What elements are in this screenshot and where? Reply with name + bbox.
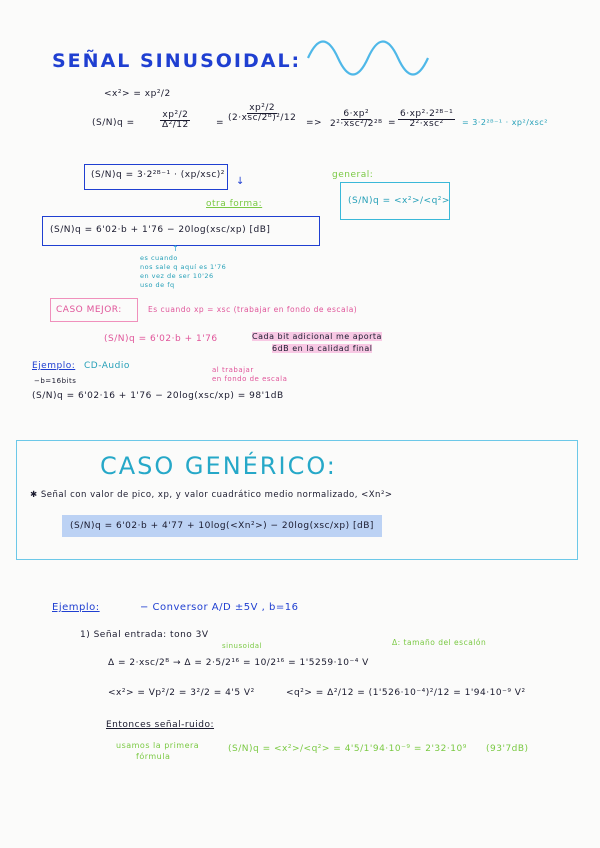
- q2-eq: <q²> = Δ²/12 = (1'526·10⁻⁴)²/12 = 1'94·10⁻⁹ V²: [286, 688, 526, 698]
- snr-fraction-1: $\frac{\text{xp²/2}}{\text{Δ²/12}}$: [162, 110, 189, 131]
- caso-mejor-text: Es cuando xp = xsc (trabajar en fondo de escala): [148, 305, 358, 314]
- title-senal-sinusoidal: SEÑAL SINUSOIDAL:: [52, 50, 302, 72]
- item-senal-entrada: 1) Señal entrada: tono 3V: [80, 630, 209, 640]
- final-db: (93'7dB): [486, 744, 529, 754]
- caso-mejor-note-1: Cada bit adicional me aporta: [252, 332, 382, 341]
- ejemplo-cd-note: al trabajar en fondo de escala: [212, 366, 288, 383]
- sine-wave-drawing: [306, 40, 432, 76]
- ejemplo-cd-bits: −b=16bits: [34, 377, 77, 385]
- ejemplo-ad-text: − Conversor A/D ±5V , b=16: [140, 602, 299, 613]
- x2-eq: <x²> = Vp²/2 = 3²/2 = 4'5 V²: [108, 688, 255, 698]
- delta-note: Δ: tamaño del escalón: [392, 638, 487, 647]
- snr-fraction-3: $\frac{\text{6·xp²}}{\text{2²·xsc²/2²ᴮ}}$: [330, 109, 383, 130]
- otra-forma-label: otra forma:: [206, 199, 263, 209]
- caso-mejor-eq: (S/N)q = 6'02·b + 1'76: [104, 334, 218, 344]
- delta-eq: Δ = 2·xsc/2ᴮ → Δ = 2·5/2¹⁶ = 10/2¹⁶ = 1'5259·10⁻⁴ V: [108, 658, 369, 668]
- final-eq: (S/N)q = <x²>/<q²> = 4'5/1'94·10⁻⁹ = 2'32·10⁹: [228, 744, 467, 754]
- snr-lhs: (S/N)q =: [92, 118, 135, 128]
- caso-generico-eq: (S/N)q = 6'02·b + 4'77 + 10log(<Xn²>) − 20log(xsc/xp) [dB]: [62, 515, 382, 537]
- caso-generico-title: CASO GENÉRICO:: [100, 452, 337, 480]
- arrow-down-icon: ↓: [236, 176, 245, 187]
- caso-mejor-note-2: 6dB en la calidad final: [272, 344, 373, 353]
- box-snr-formula-db-text: (S/N)q = 6'02·b + 1'76 − 20log(xsc/xp) [dB]: [50, 225, 271, 235]
- snr-fraction-2: $\frac{\text{xp²/2}}{\text{(2·xsc/2ᴮ)²/12}}$: [228, 103, 297, 124]
- arrow-up-icon: ↑: [172, 244, 179, 253]
- eq-x2-avg: <x²> = xp²/2: [104, 89, 171, 99]
- final-note: usamos la primera fórmula: [116, 741, 200, 761]
- ejemplo-cd-title: CD-Audio: [84, 361, 130, 371]
- snr-result: = 3·2²ᴮ⁻¹ · xp²/xsc²: [462, 118, 548, 127]
- sinusoidal-label: sinusoidal: [222, 642, 263, 650]
- ejemplo-ad-label: Ejemplo:: [52, 602, 100, 613]
- ejemplo-cd-eq: (S/N)q = 6'02·16 + 1'76 − 20log(xsc/xp) = 98'1dB: [32, 391, 284, 401]
- box-snr-formula-1-text: (S/N)q = 3·2²ᴮ⁻¹ · (xp/xsc)²: [91, 170, 225, 180]
- snr-fraction-4: $\frac{\text{6·xp²·2²ᴮ⁻¹}}{\text{2²·xsc²}}$: [400, 109, 454, 130]
- box-snr-general-text: (S/N)q = <x²>/<q²>: [348, 196, 450, 206]
- ejemplo-cd-label: Ejemplo:: [32, 361, 76, 371]
- caso-mejor-label: CASO MEJOR:: [56, 305, 122, 315]
- general-label: general:: [332, 170, 374, 180]
- caso-generico-line: ✱ Señal con valor de pico, xp, y valor cuadrático medio normalizado, <Xn²>: [30, 490, 393, 500]
- note-1-76: es cuando nos sale q aquí es 1'76 en vez de ser 10'26 uso de fq: [140, 254, 227, 289]
- entonces-label: Entonces señal-ruido:: [106, 720, 215, 730]
